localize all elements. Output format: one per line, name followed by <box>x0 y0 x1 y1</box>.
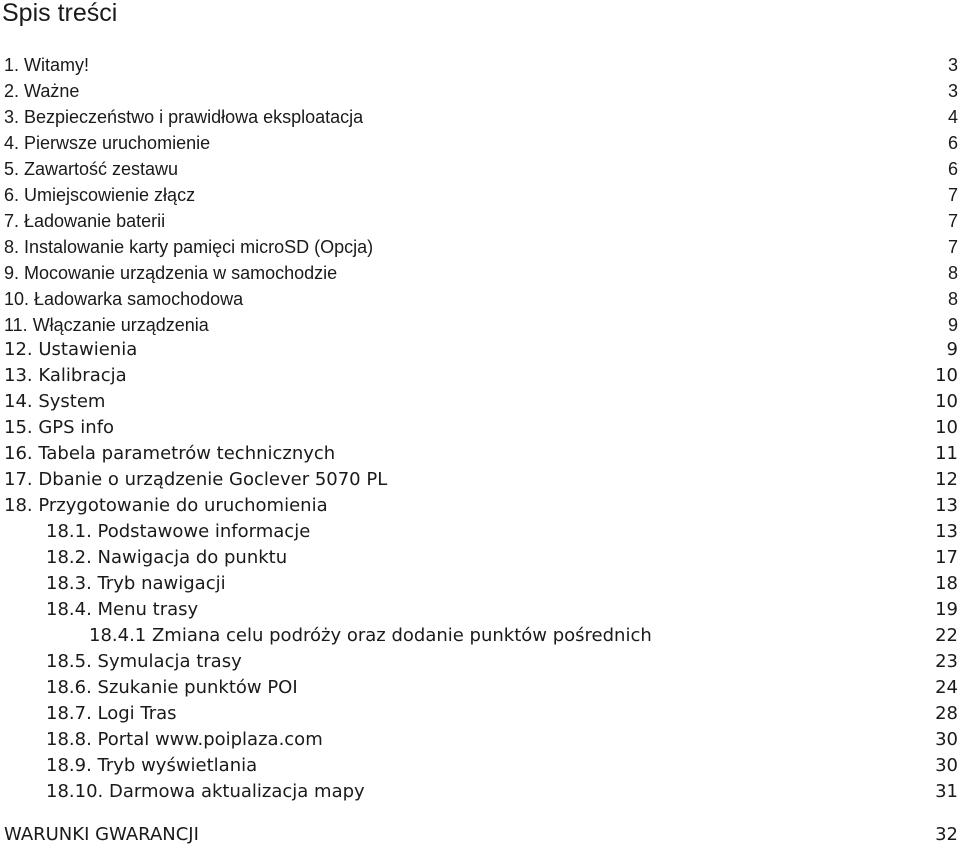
toc-entry[interactable] <box>0 390 960 414</box>
toc-entry[interactable] <box>0 598 960 622</box>
toc-entry[interactable] <box>0 105 960 129</box>
toc-entry[interactable] <box>0 183 960 207</box>
page-title: Spis treści <box>2 0 118 27</box>
toc-entry[interactable] <box>0 624 960 648</box>
toc-entry-label: 2. Ważne <box>4 81 80 101</box>
toc-entry[interactable] <box>0 520 960 544</box>
toc-entry-page: 12 <box>935 469 958 490</box>
toc-entry-label: 18.5. Symulacja trasy <box>46 651 242 672</box>
toc-entry-label: 18.2. Nawigacja do punktu <box>46 547 288 568</box>
toc-entry[interactable] <box>0 546 960 570</box>
toc-entry-label: 18.8. Portal www.poiplaza.com <box>46 729 323 750</box>
toc-entry-page: 11 <box>935 443 958 464</box>
toc-entry[interactable] <box>0 364 960 388</box>
toc-entry-page: 17 <box>935 547 958 568</box>
toc-entry[interactable] <box>0 338 960 362</box>
toc-entry-label: 8. Instalowanie karty pamięci microSD (Opcja) <box>4 237 374 257</box>
toc-entry-page: 30 <box>935 729 958 750</box>
toc-entry[interactable] <box>0 780 960 804</box>
toc-entry[interactable] <box>0 79 960 103</box>
toc-entry-page: 10 <box>935 365 958 386</box>
toc-entry-label: 3. Bezpieczeństwo i prawidłowa eksploatacja <box>4 107 364 127</box>
toc-entry[interactable] <box>0 702 960 726</box>
toc-entry[interactable] <box>0 235 960 259</box>
toc-entry-page: 7 <box>947 185 958 205</box>
toc-entry-label: 11. Włączanie urządzenia <box>4 315 209 335</box>
toc-entry[interactable] <box>0 754 960 778</box>
toc-entry-page: 13 <box>935 521 958 542</box>
toc-entry-page: 8 <box>947 263 958 283</box>
toc-entry-label: 13. Kalibracja <box>4 365 127 386</box>
toc-entry-page: 13 <box>935 495 958 516</box>
toc-entry-label: 18.7. Logi Tras <box>46 703 177 724</box>
toc-entry[interactable] <box>0 209 960 233</box>
toc-footer-entry[interactable] <box>0 823 960 847</box>
toc-entry-label: 12. Ustawienia <box>4 339 138 360</box>
toc-entry[interactable] <box>0 287 960 311</box>
toc-entry-page: 24 <box>935 677 958 698</box>
toc-entry-page: 22 <box>935 625 958 646</box>
toc-entry-page: 4 <box>947 107 958 127</box>
toc-entry-page: 8 <box>947 289 958 309</box>
toc-entry-label: 9. Mocowanie urządzenia w samochodzie <box>4 263 338 283</box>
toc-entry-page: 10 <box>935 391 958 412</box>
toc-entry[interactable] <box>0 131 960 155</box>
toc-entry[interactable] <box>0 676 960 700</box>
toc-entry-page: 9 <box>946 339 958 360</box>
toc-entry-page: 32 <box>935 824 958 845</box>
toc-entry-page: 3 <box>947 81 958 101</box>
toc-entry-label: 18.10. Darmowa aktualizacja mapy <box>46 781 365 802</box>
toc-entry-label: 18.1. Podstawowe informacje <box>46 521 311 542</box>
toc-entry[interactable] <box>0 468 960 492</box>
toc-entry-page: 28 <box>935 703 958 724</box>
toc-entry-page: 7 <box>947 211 958 231</box>
toc-entry[interactable] <box>0 494 960 518</box>
toc-entry-page: 19 <box>935 599 958 620</box>
toc-entry-page: 3 <box>947 55 958 75</box>
toc-entry-label: 18.3. Tryb nawigacji <box>46 573 226 594</box>
toc-entry-page: 10 <box>935 417 958 438</box>
toc-entry-page: 7 <box>947 237 958 257</box>
toc-entry-label: 18.6. Szukanie punktów POI <box>46 677 298 698</box>
toc-entry-label: WARUNKI GWARANCJI <box>4 824 199 845</box>
toc-entry-label: 18.4. Menu trasy <box>46 599 199 620</box>
toc-entry-label: 7. Ładowanie baterii <box>4 211 166 231</box>
toc-entry[interactable] <box>0 313 960 337</box>
toc-entry-label: 18.4.1 Zmiana celu podróży oraz dodanie punktów pośrednich <box>89 625 652 646</box>
toc-entry-label: 15. GPS info <box>4 417 115 438</box>
toc-entry-page: 6 <box>947 133 958 153</box>
toc-entry[interactable] <box>0 572 960 596</box>
toc-entry[interactable] <box>0 53 960 77</box>
toc-entry[interactable] <box>0 416 960 440</box>
toc-entry-page: 23 <box>935 651 958 672</box>
toc-entry-label: 10. Ładowarka samochodowa <box>4 289 244 309</box>
toc-entry-label: 18.9. Tryb wyświetlania <box>46 755 258 776</box>
toc-entry[interactable] <box>0 442 960 466</box>
toc-entry-label: 18. Przygotowanie do uruchomienia <box>4 495 328 516</box>
toc-entry-page: 18 <box>935 573 958 594</box>
toc-entry-label: 1. Witamy! <box>4 55 90 75</box>
toc-entry-page: 9 <box>947 315 958 335</box>
toc-entry[interactable] <box>0 261 960 285</box>
toc-entry-label: 14. System <box>4 391 106 412</box>
toc-entry[interactable] <box>0 728 960 752</box>
toc-entry[interactable] <box>0 650 960 674</box>
toc-entry-label: 4. Pierwsze uruchomienie <box>4 133 211 153</box>
toc-entry-page: 6 <box>947 159 958 179</box>
toc-entry-label: 6. Umiejscowienie złącz <box>4 185 196 205</box>
toc-entry-label: 16. Tabela parametrów technicznych <box>4 443 336 464</box>
toc-entry-label: 5. Zawartość zestawu <box>4 159 179 179</box>
toc-entry-label: 17. Dbanie o urządzenie Goclever 5070 PL <box>4 469 388 490</box>
toc-entry-page: 31 <box>935 781 958 802</box>
toc-entry[interactable] <box>0 157 960 181</box>
toc-entry-page: 30 <box>935 755 958 776</box>
